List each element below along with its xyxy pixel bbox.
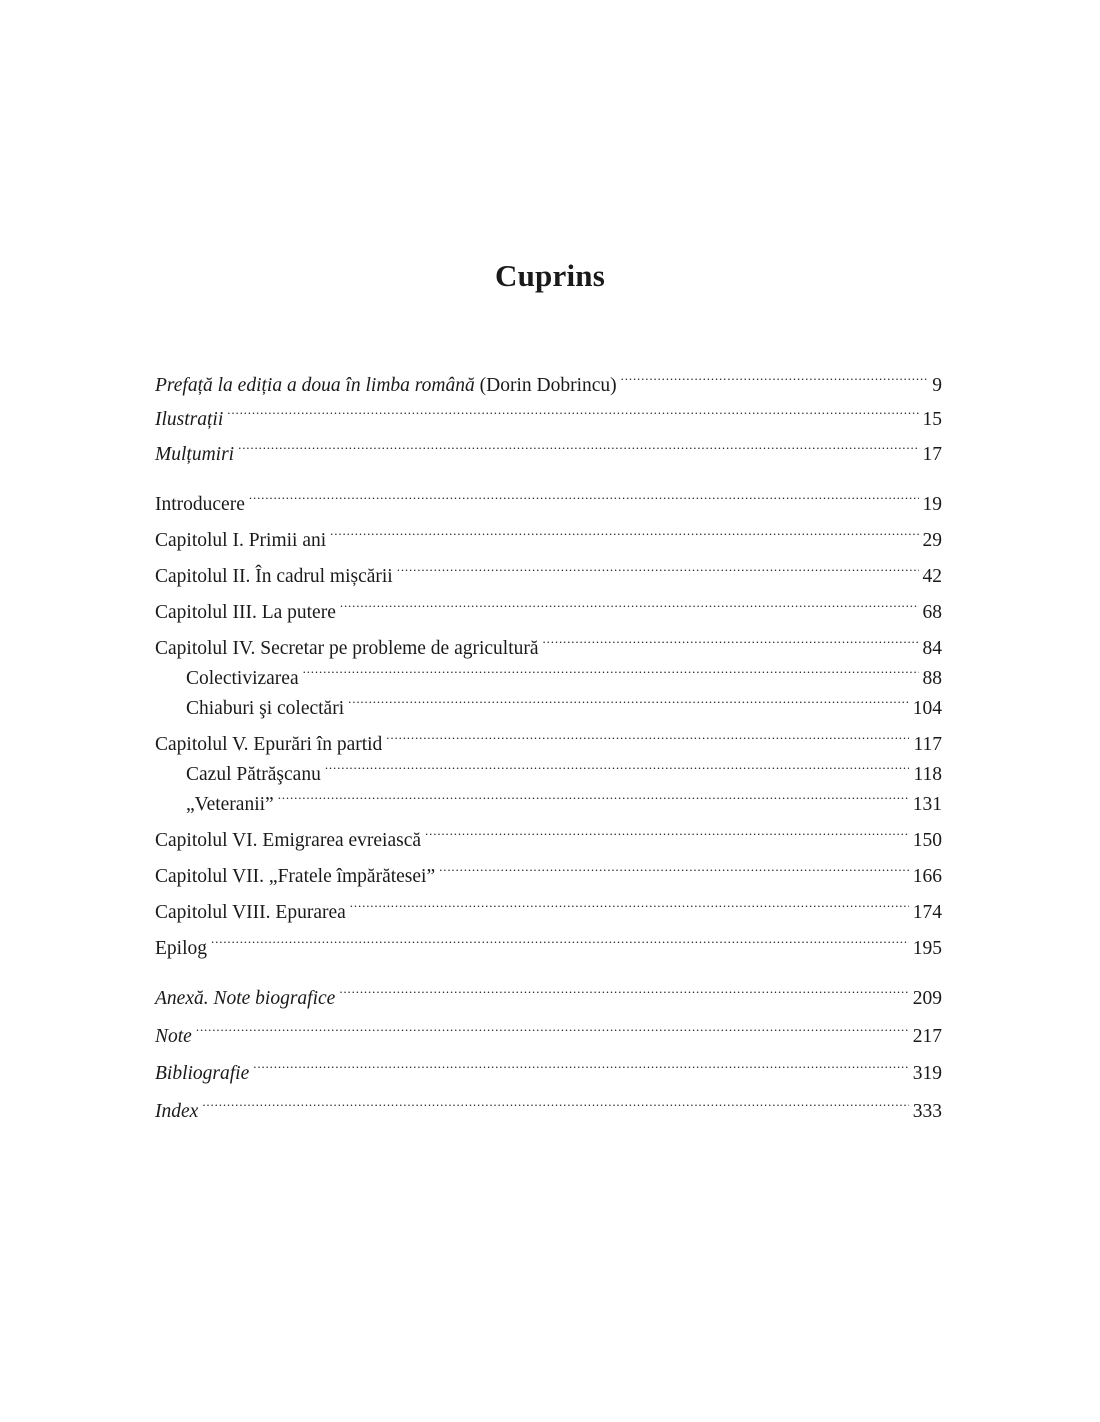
dot-leader xyxy=(386,720,909,750)
page-title: Cuprins xyxy=(495,258,605,293)
toc-page-number: 217 xyxy=(912,1026,942,1047)
toc-entry-chapter-1[interactable] xyxy=(155,516,942,551)
toc-entry-label: Anexă. Note biografice xyxy=(155,988,336,1009)
toc-entry-label: Capitolul VIII. Epurarea xyxy=(155,902,346,923)
toc-page-number: 19 xyxy=(922,494,942,515)
toc-entry-chapter-3[interactable] xyxy=(155,588,942,623)
toc-page-number: 17 xyxy=(922,444,942,465)
dot-leader xyxy=(339,974,908,1004)
toc-entry-chapter-4[interactable] xyxy=(155,624,942,659)
toc-entry-label: Capitolul I. Primii ani xyxy=(155,530,327,551)
toc-entry-label: Mulțumiri xyxy=(155,444,235,465)
dot-leader xyxy=(397,552,919,582)
toc-entry-preface[interactable] xyxy=(155,361,942,396)
toc-page-number: 319 xyxy=(912,1063,942,1084)
toc-entry-label: „Veteranii” xyxy=(186,794,274,815)
toc-page-number: 333 xyxy=(912,1101,942,1122)
dot-leader xyxy=(350,888,909,918)
toc-entry-label: Introducere xyxy=(155,494,245,515)
toc-entry-label: Bibliografie xyxy=(155,1063,250,1084)
dot-leader xyxy=(202,1087,908,1117)
toc-entry-chapter-5[interactable] xyxy=(155,720,942,755)
toc-page-number: 195 xyxy=(912,938,942,959)
toc-entry-label: Ilustrații xyxy=(155,409,224,430)
toc-page-number: 117 xyxy=(913,734,942,755)
toc-entry-introduction[interactable] xyxy=(155,480,942,515)
toc-subentry-collectivization[interactable] xyxy=(186,654,942,689)
toc-page-number: 15 xyxy=(922,409,942,430)
toc-entry-label: Capitolul V. Epurări în partid xyxy=(155,734,383,755)
dot-leader xyxy=(278,780,909,810)
dot-leader xyxy=(249,480,919,510)
dot-leader xyxy=(303,654,919,684)
dot-leader xyxy=(330,516,918,546)
toc-entry-label: Capitolul IV. Secretar pe probleme de agricultură xyxy=(155,638,539,659)
dot-leader xyxy=(238,430,918,460)
toc-entry-label: Capitolul III. La putere xyxy=(155,602,336,623)
toc-entry-label: Colectivizarea xyxy=(186,668,299,689)
toc-entry-label: Capitolul VII. „Fratele împărătesei” xyxy=(155,866,436,887)
toc-entry-label: Prefață la ediția a doua în limba română (Dorin Dobrincu) xyxy=(155,375,617,396)
toc-entry-chapter-2[interactable] xyxy=(155,552,942,587)
dot-leader xyxy=(340,588,919,618)
dot-leader xyxy=(325,750,910,780)
dot-leader xyxy=(253,1049,909,1079)
toc-page-number: 68 xyxy=(922,602,942,623)
dot-leader xyxy=(196,1012,909,1042)
toc-subentry-veterans[interactable] xyxy=(186,780,942,815)
toc-entry-label: Note xyxy=(155,1026,192,1047)
toc-subentry-patrascanu[interactable] xyxy=(186,750,942,785)
toc-entry-chapter-8[interactable] xyxy=(155,888,942,923)
toc-page-number: 29 xyxy=(922,530,942,551)
dot-leader xyxy=(211,924,909,954)
toc-entry-acknowledgements[interactable] xyxy=(155,430,942,465)
toc-page-number: 131 xyxy=(912,794,942,815)
toc-entry-label: Capitolul VI. Emigrarea evreiască xyxy=(155,830,422,851)
toc-page-number: 209 xyxy=(912,988,942,1009)
dot-leader xyxy=(425,816,909,846)
dot-leader xyxy=(227,395,918,425)
toc-entry-chapter-7[interactable] xyxy=(155,852,942,887)
toc-entry-label: Capitolul II. În cadrul mișcării xyxy=(155,566,393,587)
dot-leader xyxy=(348,684,909,714)
toc-entry-label: Cazul Pătrăşcanu xyxy=(186,764,321,785)
toc-entry-bibliography[interactable] xyxy=(155,1049,942,1084)
toc-entry-chapter-6[interactable] xyxy=(155,816,942,851)
toc-entry-notes[interactable] xyxy=(155,1012,942,1047)
toc-page-number: 150 xyxy=(912,830,942,851)
toc-entry-index[interactable] xyxy=(155,1087,942,1122)
toc-entry-label: Epilog xyxy=(155,938,207,959)
toc-entry-epilogue[interactable] xyxy=(155,924,942,959)
toc-page-number: 118 xyxy=(913,764,942,785)
dot-leader xyxy=(621,361,929,391)
dot-leader xyxy=(543,624,919,654)
toc-entry-label: Index xyxy=(155,1101,199,1122)
toc-page-number: 9 xyxy=(932,375,942,396)
dot-leader xyxy=(439,852,909,882)
toc-page-number: 104 xyxy=(912,698,942,719)
toc-page-number: 42 xyxy=(922,566,942,587)
toc-entry-label: Chiaburi şi colectări xyxy=(186,698,345,719)
toc-entry-illustrations[interactable] xyxy=(155,395,942,430)
toc-page-number: 166 xyxy=(912,866,942,887)
toc-subentry-kulaks[interactable] xyxy=(186,684,942,719)
toc-page-number: 84 xyxy=(922,638,942,659)
toc-entry-appendix[interactable] xyxy=(155,974,942,1009)
toc-page-number: 174 xyxy=(912,902,942,923)
toc-page-number: 88 xyxy=(922,668,942,689)
